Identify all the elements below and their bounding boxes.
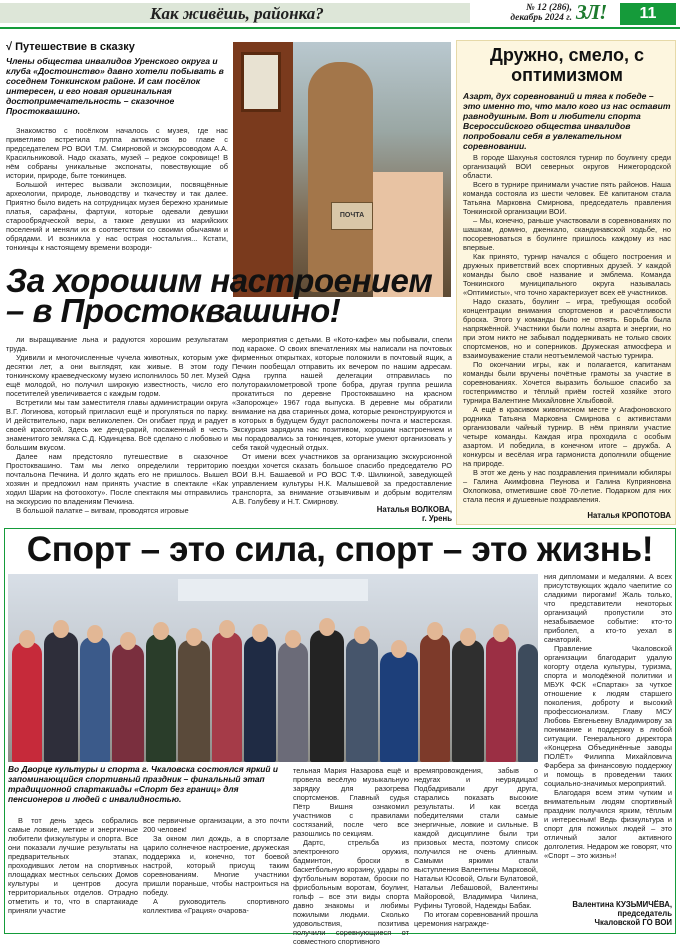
photo-person [486, 636, 516, 762]
article2-column-2 [143, 816, 289, 930]
sidebar-title: Дружно, смело, с оптимизмом [490, 45, 644, 85]
issue-number: № 12 (286), [526, 3, 572, 13]
article2-signature [544, 900, 672, 927]
signature-org: Чкаловской ГО ВОИ [594, 918, 672, 927]
photo-head [493, 624, 509, 642]
paragraph: мероприятия с детьми. В «Кото-кафе» мы побывали, спели под караоке. О своих впечатлениях мы написали на почтовых фирменных открытках, которые положили в почтовый ящик, а Печкин пообещал отправить их вечером по нашим адресам. Одна группа нашей делегации отправилась по полуторакилометровой тропе бобра, другая группа решила прокатиться по деревне Простоквашино на красном «Запорожце» 1967 года выпуска. В деревне мы обратили внимание на два старинных дома, которые реконструируются и в которых в будущем будут расположены почта и мастерская. Экскурсия зарядила нас позитивом, хорошим настроением и мы порадовались за тонкинцев, которые умеют организовать у себя такой чудесный отдых. [232, 335, 452, 452]
photo-wall-banner [178, 579, 368, 601]
photo-person [346, 638, 378, 762]
article2-column-1 [8, 816, 138, 930]
photo-head [120, 632, 136, 650]
paragraph: Как принято, турнир начался с общего построения и дружных приветствий всех спортивных друзей. У каждой команды было своё название и эмблема. Команда Тонкинского муниципального округа называлась «Оптимисты», что точно характеризует всех её участников. [463, 252, 671, 297]
paragraph: Встретили мы там заместителя главы администрации округа В.Г. Логинова, который пригласил ещё и прогуляться по парку. И действительно, парк великолепен. Он огибает пруд и радует своей красотой. Здесь же денд-рарий, посаженный в честь знаменитого земляка С.Д. Юдинцева. Всё сделано с любовью и большим вкусом. [6, 398, 228, 452]
article1-photo [233, 42, 451, 297]
sidebar-body [463, 153, 671, 511]
article2-lead: Во Дворце культуры и спорта г. Чкаловска состоялся яркий и запоминающийся спортивный праздник – финальный этап традиционной спартакиады «Спорт без границ» для пенсионеров и людей с инвалидностью. [8, 764, 278, 804]
paragraph: Знакомство с посёлком началось с музея, где нас приветливо встретила группа активистов во главе с председателем РО ВОИ Т.М. Смирновой и экскурсоводом А.А. Красильниковой. Надо сказать, музей – редкое сокровище! В нём собраны уникальные экспонаты, повествующие об истории, природе, быте тонкинцев. [6, 126, 228, 180]
article2-headline: Спорт – это сила, спорт – это жизнь! [26, 530, 654, 569]
paragraph: все первичные организации, а это почти 200 человек! [143, 816, 289, 834]
article2-column-4 [414, 766, 538, 930]
photo-person [380, 652, 418, 762]
page-header [0, 0, 680, 28]
photo-person [452, 640, 484, 762]
paragraph: За окном лил дождь, а в спортзале царило солнечное настроение, дружеская поддержка и, конечно, тот боевой настрой, который присущ таким соревнованиям. Многие участники пришли пораньше, чтобы настроиться на победу. [143, 834, 289, 897]
article1-headline: За хорошим настроением – в Простоквашино! [6, 262, 433, 329]
paragraph: В большой палатке – вигвам, проводятся игровые [16, 506, 189, 515]
paragraph: Большой интерес вызвали экспозиции, посвящённые археологии, природе, льноводству и ткачеству и так далее. Приятно было видеть на сотрудницах музея бережно хранимые платья, сарафаны, фартуки, которые одевали девушки старообрядческой веры, а также девушки из марийских поселений и меняли их в соответствии со своими обычаями и обрядами. И возникла у нас острая ностальгия... Кстати, тонкинцы к настоящему времени возроди- [6, 180, 228, 252]
photo-head [186, 628, 202, 646]
paragraph: По окончании игры, как и полагается, капитанам команды были вручены почётные грамоты за участие в соревнованиях. Хочется выразить большое спасибо за гостеприимство и тёплый приём гостей хозяйке этого турнира Валентине Михайловне Хлыбовой. [463, 360, 671, 405]
article1-intro-text [6, 126, 228, 256]
paragraph: Дартс, стрельба из электронного оружия, бадминтон, броски в баскетбольную корзину, удары по футбольным воротам, броски по фрисбольным воротам, боулинг, гольф – все эти виды спорта давно знакомы и любимы пожилыми людьми. Сколько удовольствия, позитива получили соревнующиеся от совместного спортивного [293, 838, 409, 946]
photo-head [319, 618, 335, 636]
paragraph: Удивили и многочисленные чучела животных, которым уже десятки лет, а они выглядят, как живые. В этом году тонкинскому краеведческому музею исполнилось 50 лет. Музей ещё молодой, но получил широкую известность, число его посетителей увеличивается с каждым годом. [6, 353, 228, 398]
photo-person [12, 642, 42, 762]
article2-column-3 [293, 766, 409, 946]
article2-group-photo [8, 574, 538, 762]
paragraph: Всего в турнире принимали участие пять районов. Наша команда состояла из шести человек. Её капитаном стала Татьяна Марковна Смирнова, председатель правления Тонкинской организации ВОИ. [463, 180, 671, 216]
photo-person [278, 642, 308, 762]
paragraph: ли выращивание льна и радуются хорошим результатам труда. [6, 335, 228, 353]
paragraph: По итогам соревнований прошла церемония награжде- [414, 910, 538, 928]
signature-role: председатель [617, 909, 672, 918]
photo-person [146, 634, 176, 762]
paragraph: От имени всех участников за организацию экскурсионной поездки хочется сказать большое спасибо председателю РО ВОИ В.Н. Башаевой и РО ВОС Т.Ф. Шилкиной, заведующей управлением культуры Н.К. Малышевой за предоставление транспорта, за внимание отзывчивым и добрым водителям А.В. Голубеву и Н.Т. Смирнову. [232, 452, 452, 506]
photo-head [153, 622, 169, 640]
photo-window [241, 52, 281, 112]
photo-head [391, 640, 407, 658]
page-number: 11 [620, 3, 676, 25]
photo-person [112, 644, 144, 762]
photo-head [427, 622, 443, 640]
photo-wooden-figure [308, 62, 373, 292]
paragraph: А руководитель спортивного коллектива «Грация» очарова- [143, 897, 289, 915]
photo-person [212, 632, 242, 762]
photo-person [80, 637, 110, 762]
photo-post-sign: ПОЧТА [331, 202, 373, 230]
paragraph: Надо сказать, боулинг – игра, требующая особой концентрации внимания спортсменов и расчётливости броска. Этого у команды было не отнять. Борьба была напряжённой. Участники были полны азарта и энергии, но при этом никто не забывал поддерживать не только своих спортсменов, но и соперников. Дружеская атмосфера и взаимоуважение стали неотъемлемой частью турнира. [463, 297, 671, 360]
article1-column-2 [232, 335, 452, 506]
photo-person [244, 636, 276, 762]
photo-head [53, 620, 69, 638]
sidebar-signature: Наталья КРОПОТОВА [587, 511, 671, 520]
section-title: Как живёшь, районка? [150, 4, 324, 23]
photo-head [354, 626, 370, 644]
article1-signature [232, 505, 452, 523]
paragraph: Далее нам предстояло путешествие в сказочное Простоквашино. Там мы легко определили территорию почтальона Печкина. И долго ждать его не пришлось. Вышел хозяин и предложил нам принять участие в спектакле «Как ходил Шарик на фотоохоту». После спектакля мы отправились на экскурсию по владениям Печкина. [6, 452, 228, 506]
article2-column-5 [544, 572, 672, 898]
newspaper-logo: ЗЛ! [576, 0, 607, 24]
paragraph: – Мы, конечно, раньше участвовали в соревнованиях по шашкам, домино, дженкало, скандинавской ходьбе, но посоревноваться в боулинге пришлось каждому из нас впервые. [463, 216, 671, 252]
photo-person [310, 630, 344, 762]
signature-place: г. Урень [422, 514, 452, 523]
sidebar-lead: Азарт, дух соревнований и тяга к победе – это именно то, что мало кого из нас оставит равнодушным. Вот и любители спорта Всероссийского общества инвалидов попробовали себя в увлекательном соревновании. [463, 91, 671, 151]
photo-person [44, 632, 78, 762]
signature-name: Валентина КУЗЬМИЧЁВА, [572, 900, 672, 909]
paragraph: тельная Мария Назарова ещё и провела весёлую музыкальную зарядку для разогрева спортсменов. Главный судья Пётр Вишня ознакомил участников с правилами состязаний, после чего все разошлись по секциям. [293, 766, 409, 838]
photo-person [178, 640, 210, 762]
photo-person [420, 634, 450, 762]
article1-column-1 [6, 335, 228, 523]
photo-head [219, 620, 235, 638]
photo-head [460, 628, 476, 646]
header-divider [0, 27, 680, 29]
paragraph: А ещё в красивом живописном месте у Агафоновского родника Татьяна Марковна Смирнова с активистами организовали чайный турнир. В нём приняли участие четыре команды. Каждая игра проходила с особым азартом. И победила, в конечном итоге – дружба. А конкурсы и весёлая игра гармониста дополнили общение на природе. [463, 405, 671, 468]
paragraph: Правление Чкаловской организации благодарит удалую когорту отдела культуры, туризма, спорта и молодёжной политики и МБУК ФСК «Спартак» за чуткое отношение к людям старшего поколения, доброту и высокий профессионализм. Главу МСУ Любовь Евгеньевну Владимирову за понимание и поддержку в любой ситуации. Генерального директора «Концерна Объединённые заводы ПОЛЁТ» Филиппа Михайловича Фарбера за финансовую поддержку и помощь в проведении таких социально-значимых мероприятий. [544, 644, 672, 788]
signature-name: Наталья ВОЛКОВА, [376, 505, 452, 514]
article1-lead: Члены общества инвалидов Уренского округа и клуба «Достоинство» давно хотели побывать в соседнем Тонкинском районе. И сам посёлок интересен, и его новая оригинальная достопримечательность – сказочное Простоквашино. [6, 56, 224, 116]
paragraph: В городе Шахунья состоялся турнир по боулингу среди организаций ВОИ северных округов Нижегородской области. [463, 153, 671, 180]
paragraph: времяпровождения, забыв о недугах и неурядицах! Подбадривали друг друга, старались показать высокие результаты. И как всегда победителями стали самые энергичные, ловкие и сильные. В каждой дисциплине были три призовых места, поэтому список получился не очень длинным. Самыми яркими стали выступления Валентины Марковой, Натальи Юсовой, Ольги Булатовой, Натальи Лебашовой, Валентины Майоровой, Владимира Чилина, Руфины Туговой, Надежды Бабак. [414, 766, 538, 910]
photo-person [518, 644, 538, 762]
paragraph: Благодаря всем этим чутким и внимательным людям спортивный праздник получился ярким, тёплым и интересным! Ведь физкультура и спорт для пожилых людей – это отличный залог активного долголетия. Недаром же говорят, что «Спорт – это жизнь»! [544, 788, 672, 860]
issue-date: декабрь 2024 г. [510, 13, 572, 23]
paragraph: В тот день здесь собрались самые ловкие, меткие и энергичные любители физкультуры и спорта. Все они показали лучшие результаты на предварительных этапах, проходивших летом на спортивных площадках местных сельских Домов культуры и центров досуга территориальных отделов. Отрадно отметить и то, что в спартакиаде приняли участие [8, 816, 138, 915]
paragraph: В этот же день у нас поздравления принимали юбиляры – Галина Акимфовна Пеунова и Галина Куприяновна Охлопкова, отметившие своё 70-летие. Подарком для них стала песня и душевные поздравления. [463, 468, 671, 504]
photo-head [87, 625, 103, 643]
article1-kicker: √ Путешествие в сказку [6, 41, 135, 53]
photo-head [252, 624, 268, 642]
photo-head [19, 630, 35, 648]
sidebar-article [456, 40, 676, 525]
issue-info [502, 3, 572, 23]
paragraph: ния дипломами и медалями. А всех присутствующих ждало чаепитие со сладкими пирогами! Жаль только, что представители некоторых организаций пропустили это незабываемое событие: кто-то приболел, а кто-то уехал в санаторий. [544, 572, 672, 644]
photo-head [285, 630, 301, 648]
